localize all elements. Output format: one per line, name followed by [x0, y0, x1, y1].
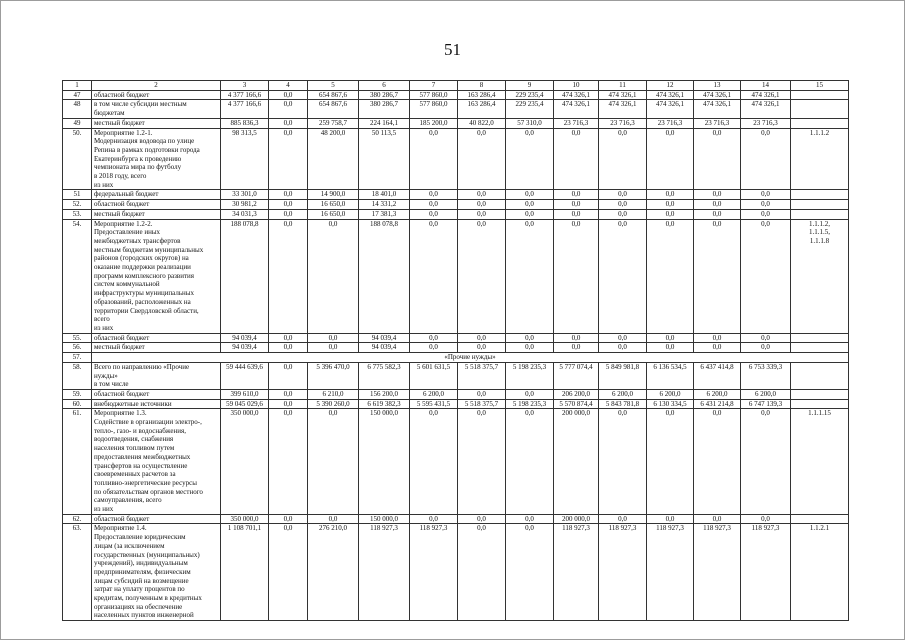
- value-cell: 150 000,0: [359, 409, 410, 514]
- value-cell: 0,0: [308, 514, 359, 524]
- row-number-cell: 61.: [63, 409, 92, 514]
- description-cell: областной бюджет: [92, 90, 221, 100]
- value-cell: 0,0: [694, 200, 741, 210]
- value-cell: 0,0: [410, 333, 458, 343]
- value-cell: 0,0: [647, 514, 694, 524]
- value-cell: 118 927,3: [554, 524, 599, 621]
- note-cell: [791, 190, 849, 200]
- value-cell: 5 390 260,0: [308, 399, 359, 409]
- value-cell: 40 822,0: [458, 118, 506, 128]
- value-cell: 350 000,0: [221, 514, 269, 524]
- value-cell: 94 039,4: [359, 333, 410, 343]
- description-cell: областной бюджет: [92, 200, 221, 210]
- value-cell: 0,0: [506, 209, 554, 219]
- value-cell: 0,0: [269, 118, 308, 128]
- value-cell: 399 610,0: [221, 389, 269, 399]
- value-cell: 276 210,0: [308, 524, 359, 621]
- note-cell: 1.1.1.2: [791, 128, 849, 190]
- table-row: [63, 399, 849, 409]
- note-cell: [791, 399, 849, 409]
- value-cell: 0,0: [741, 209, 791, 219]
- value-cell: 0,0: [554, 190, 599, 200]
- note-cell: [791, 333, 849, 343]
- value-cell: 380 286,7: [359, 100, 410, 118]
- value-cell: 224 164,1: [359, 118, 410, 128]
- value-cell: 0,0: [506, 409, 554, 514]
- row-number-cell: 56.: [63, 343, 92, 353]
- value-cell: 0,0: [647, 128, 694, 190]
- value-cell: 118 927,3: [647, 524, 694, 621]
- value-cell: 0,0: [269, 399, 308, 409]
- value-cell: 23 716,3: [554, 118, 599, 128]
- value-cell: 0,0: [410, 409, 458, 514]
- value-cell: 30 981,2: [221, 200, 269, 210]
- row-number-cell: 52.: [63, 200, 92, 210]
- value-cell: 474 326,1: [554, 90, 599, 100]
- value-cell: 0,0: [269, 362, 308, 389]
- note-cell: 1.1.2.1: [791, 524, 849, 621]
- value-cell: 0,0: [647, 409, 694, 514]
- row-number-cell: 62.: [63, 514, 92, 524]
- value-cell: 0,0: [506, 524, 554, 621]
- value-cell: 0,0: [458, 333, 506, 343]
- value-cell: 0,0: [506, 128, 554, 190]
- value-cell: 5 843 781,8: [599, 399, 647, 409]
- value-cell: 0,0: [269, 524, 308, 621]
- value-cell: 577 860,0: [410, 100, 458, 118]
- value-cell: 6 200,0: [599, 389, 647, 399]
- value-cell: 0,0: [694, 409, 741, 514]
- value-cell: 5 777 074,4: [554, 362, 599, 389]
- value-cell: 0,0: [554, 343, 599, 353]
- table-body: [63, 90, 849, 620]
- column-number-header: 6: [359, 81, 410, 91]
- value-cell: 6 200,0: [741, 389, 791, 399]
- value-cell: 0,0: [506, 389, 554, 399]
- note-cell: [791, 343, 849, 353]
- table-row: [63, 333, 849, 343]
- value-cell: 5 518 375,7: [458, 362, 506, 389]
- value-cell: 0,0: [694, 190, 741, 200]
- note-cell: [791, 200, 849, 210]
- value-cell: 118 927,3: [410, 524, 458, 621]
- value-cell: 6 619 382,3: [359, 399, 410, 409]
- table-row: [63, 90, 849, 100]
- value-cell: 0,0: [458, 190, 506, 200]
- value-cell: 4 377 166,6: [221, 90, 269, 100]
- row-number-cell: 59.: [63, 389, 92, 399]
- value-cell: 0,0: [554, 333, 599, 343]
- table-row: [63, 409, 849, 514]
- page-number: 51: [444, 40, 461, 59]
- value-cell: 50 113,5: [359, 128, 410, 190]
- description-cell: Мероприятие 1.4. Предоставление юридическим лицам (за исключением государственных (муниципальных) учреждений), индивидуальным предпринимателям, физическим лицам субсидий на возмещение затрат на уплату процентов по кредитам, полученным в кредитных организациях на обеспечение населенных пунктов инженерной: [92, 524, 221, 621]
- value-cell: 0,0: [458, 409, 506, 514]
- value-cell: 474 326,1: [694, 90, 741, 100]
- value-cell: 23 716,3: [694, 118, 741, 128]
- value-cell: 0,0: [458, 128, 506, 190]
- value-cell: 185 200,0: [410, 118, 458, 128]
- value-cell: 0,0: [308, 409, 359, 514]
- value-cell: 885 836,3: [221, 118, 269, 128]
- value-cell: 0,0: [506, 200, 554, 210]
- row-number-cell: 63.: [63, 524, 92, 621]
- value-cell: 474 326,1: [694, 100, 741, 118]
- value-cell: 0,0: [741, 514, 791, 524]
- value-cell: 654 867,6: [308, 100, 359, 118]
- value-cell: 0,0: [506, 343, 554, 353]
- value-cell: 0,0: [506, 514, 554, 524]
- value-cell: 0,0: [269, 128, 308, 190]
- value-cell: 200 000,0: [554, 409, 599, 514]
- value-cell: 16 650,0: [308, 209, 359, 219]
- value-cell: 0,0: [506, 219, 554, 333]
- row-number-cell: 58.: [63, 362, 92, 389]
- value-cell: 14 331,2: [359, 200, 410, 210]
- value-cell: 59 045 029,6: [221, 399, 269, 409]
- value-cell: 0,0: [694, 219, 741, 333]
- column-number-header: 7: [410, 81, 458, 91]
- value-cell: 0,0: [269, 389, 308, 399]
- value-cell: 0,0: [741, 190, 791, 200]
- value-cell: 0,0: [410, 209, 458, 219]
- table-row: [63, 190, 849, 200]
- value-cell: 0,0: [458, 209, 506, 219]
- value-cell: 0,0: [647, 190, 694, 200]
- value-cell: 6 210,0: [308, 389, 359, 399]
- value-cell: 48 200,0: [308, 128, 359, 190]
- value-cell: 94 039,4: [221, 333, 269, 343]
- value-cell: 0,0: [458, 200, 506, 210]
- value-cell: 156 200,0: [359, 389, 410, 399]
- value-cell: 0,0: [269, 209, 308, 219]
- row-number-cell: 60.: [63, 399, 92, 409]
- value-cell: 0,0: [694, 333, 741, 343]
- description-cell: местный бюджет: [92, 343, 221, 353]
- section-title-cell: «Прочие нужды»: [92, 353, 849, 363]
- column-number-header: 15: [791, 81, 849, 91]
- value-cell: 0,0: [694, 128, 741, 190]
- value-cell: 0,0: [647, 333, 694, 343]
- value-cell: 6 431 214,8: [694, 399, 741, 409]
- column-number-header: 12: [647, 81, 694, 91]
- value-cell: 0,0: [308, 343, 359, 353]
- value-cell: 0,0: [647, 343, 694, 353]
- value-cell: 577 860,0: [410, 90, 458, 100]
- row-number-cell: 49: [63, 118, 92, 128]
- value-cell: 94 039,4: [221, 343, 269, 353]
- description-cell: федеральный бюджет: [92, 190, 221, 200]
- column-number-header: 2: [92, 81, 221, 91]
- value-cell: 5 595 431,5: [410, 399, 458, 409]
- value-cell: 654 867,6: [308, 90, 359, 100]
- table-row: [63, 200, 849, 210]
- value-cell: 5 198 235,3: [506, 362, 554, 389]
- value-cell: 0,0: [410, 200, 458, 210]
- value-cell: 57 310,0: [506, 118, 554, 128]
- value-cell: 200 000,0: [554, 514, 599, 524]
- note-cell: [791, 389, 849, 399]
- value-cell: 0,0: [554, 219, 599, 333]
- column-number-header: 4: [269, 81, 308, 91]
- column-number-header: 14: [741, 81, 791, 91]
- description-cell: областной бюджет: [92, 514, 221, 524]
- value-cell: 0,0: [694, 343, 741, 353]
- note-cell: [791, 100, 849, 118]
- value-cell: 0,0: [410, 190, 458, 200]
- row-number-cell: 55.: [63, 333, 92, 343]
- row-number-cell: 51: [63, 190, 92, 200]
- table-header: [63, 81, 849, 91]
- value-cell: 5 570 874,4: [554, 399, 599, 409]
- value-cell: 0,0: [741, 128, 791, 190]
- table-row: [63, 362, 849, 389]
- value-cell: 0,0: [506, 333, 554, 343]
- value-cell: 0,0: [741, 200, 791, 210]
- row-number-cell: 48: [63, 100, 92, 118]
- value-cell: 0,0: [269, 333, 308, 343]
- value-cell: 150 000,0: [359, 514, 410, 524]
- value-cell: 0,0: [269, 409, 308, 514]
- value-cell: 17 381,3: [359, 209, 410, 219]
- value-cell: 0,0: [410, 343, 458, 353]
- value-cell: 0,0: [741, 409, 791, 514]
- table-row: [63, 118, 849, 128]
- value-cell: 0,0: [599, 514, 647, 524]
- table-row: [63, 389, 849, 399]
- value-cell: 474 326,1: [647, 90, 694, 100]
- value-cell: 0,0: [269, 100, 308, 118]
- row-number-cell: 47: [63, 90, 92, 100]
- value-cell: 4 377 166,6: [221, 100, 269, 118]
- value-cell: 1 108 701,1: [221, 524, 269, 621]
- value-cell: 0,0: [694, 514, 741, 524]
- column-number-header: 9: [506, 81, 554, 91]
- value-cell: 0,0: [599, 333, 647, 343]
- table-row: [63, 524, 849, 621]
- value-cell: 0,0: [599, 200, 647, 210]
- value-cell: 118 927,3: [599, 524, 647, 621]
- value-cell: 23 716,3: [741, 118, 791, 128]
- note-cell: [791, 90, 849, 100]
- value-cell: 0,0: [269, 90, 308, 100]
- value-cell: 0,0: [741, 333, 791, 343]
- row-number-cell: 53.: [63, 209, 92, 219]
- value-cell: 94 039,4: [359, 343, 410, 353]
- value-cell: 0,0: [647, 200, 694, 210]
- value-cell: 118 927,3: [741, 524, 791, 621]
- value-cell: 0,0: [647, 219, 694, 333]
- value-cell: 0,0: [269, 190, 308, 200]
- value-cell: 23 716,3: [599, 118, 647, 128]
- table-row: [63, 343, 849, 353]
- table-header-row: [63, 81, 849, 91]
- value-cell: 474 326,1: [741, 100, 791, 118]
- value-cell: 6 747 139,3: [741, 399, 791, 409]
- value-cell: 259 758,7: [308, 118, 359, 128]
- value-cell: 0,0: [458, 343, 506, 353]
- value-cell: 0,0: [599, 343, 647, 353]
- value-cell: 0,0: [599, 409, 647, 514]
- value-cell: 474 326,1: [554, 100, 599, 118]
- value-cell: 474 326,1: [647, 100, 694, 118]
- table-row: [63, 100, 849, 118]
- value-cell: 6 753 339,3: [741, 362, 791, 389]
- column-number-header: 13: [694, 81, 741, 91]
- value-cell: 0,0: [410, 128, 458, 190]
- value-cell: 0,0: [741, 219, 791, 333]
- description-cell: местный бюджет: [92, 118, 221, 128]
- value-cell: 0,0: [599, 190, 647, 200]
- value-cell: 6 200,0: [694, 389, 741, 399]
- value-cell: 229 235,4: [506, 90, 554, 100]
- value-cell: 16 650,0: [308, 200, 359, 210]
- value-cell: 0,0: [410, 514, 458, 524]
- value-cell: 33 301,0: [221, 190, 269, 200]
- value-cell: 0,0: [694, 209, 741, 219]
- note-cell: [791, 514, 849, 524]
- column-number-header: 5: [308, 81, 359, 91]
- value-cell: 380 286,7: [359, 90, 410, 100]
- value-cell: 5 849 981,8: [599, 362, 647, 389]
- value-cell: 0,0: [647, 209, 694, 219]
- column-number-header: 11: [599, 81, 647, 91]
- value-cell: 229 235,4: [506, 100, 554, 118]
- value-cell: 0,0: [410, 219, 458, 333]
- table-row: [63, 128, 849, 190]
- value-cell: 0,0: [506, 190, 554, 200]
- value-cell: 0,0: [741, 343, 791, 353]
- value-cell: 0,0: [554, 209, 599, 219]
- row-number-cell: 50.: [63, 128, 92, 190]
- value-cell: 118 927,3: [694, 524, 741, 621]
- value-cell: 0,0: [599, 219, 647, 333]
- value-cell: 0,0: [269, 343, 308, 353]
- note-cell: [791, 209, 849, 219]
- section-row: [63, 353, 849, 363]
- note-cell: [791, 118, 849, 128]
- table-row: [63, 209, 849, 219]
- value-cell: 0,0: [308, 219, 359, 333]
- value-cell: 6 200,0: [410, 389, 458, 399]
- value-cell: 474 326,1: [599, 100, 647, 118]
- value-cell: 0,0: [458, 389, 506, 399]
- description-cell: в том числе субсидии местным бюджетам: [92, 100, 221, 118]
- value-cell: 59 444 639,6: [221, 362, 269, 389]
- value-cell: 0,0: [599, 209, 647, 219]
- value-cell: 0,0: [458, 514, 506, 524]
- budget-table: [62, 80, 849, 621]
- value-cell: 98 313,5: [221, 128, 269, 190]
- value-cell: 350 000,0: [221, 409, 269, 514]
- value-cell: 0,0: [269, 219, 308, 333]
- value-cell: 0,0: [599, 128, 647, 190]
- value-cell: 188 078,8: [359, 219, 410, 333]
- value-cell: 5 198 235,3: [506, 399, 554, 409]
- value-cell: 0,0: [308, 333, 359, 343]
- value-cell: 18 401,0: [359, 190, 410, 200]
- description-cell: областной бюджет: [92, 389, 221, 399]
- value-cell: 14 900,0: [308, 190, 359, 200]
- value-cell: 163 286,4: [458, 90, 506, 100]
- table-row: [63, 219, 849, 333]
- table-row: [63, 514, 849, 524]
- column-number-header: 10: [554, 81, 599, 91]
- value-cell: 206 200,0: [554, 389, 599, 399]
- column-number-header: 8: [458, 81, 506, 91]
- value-cell: 6 200,0: [647, 389, 694, 399]
- description-cell: Мероприятие 1.2-2. Предоставление иных межбюджетных трансфертов местным бюджетам муниципальных районов (городских округов) на оказание поддержки реализации программ комплексного развития систем коммунальной инфраструктуры муниципальных образований, расположенных на территории Свердловской области, всего из них: [92, 219, 221, 333]
- value-cell: 6 136 534,5: [647, 362, 694, 389]
- value-cell: 0,0: [554, 200, 599, 210]
- value-cell: 188 078,8: [221, 219, 269, 333]
- column-number-header: 1: [63, 81, 92, 91]
- value-cell: 474 326,1: [599, 90, 647, 100]
- value-cell: 0,0: [458, 524, 506, 621]
- description-cell: внебюджетные источники: [92, 399, 221, 409]
- value-cell: 6 775 582,3: [359, 362, 410, 389]
- description-cell: областной бюджет: [92, 333, 221, 343]
- value-cell: 0,0: [554, 128, 599, 190]
- value-cell: 6 130 334,5: [647, 399, 694, 409]
- row-number-cell: 57.: [63, 353, 92, 363]
- value-cell: 5 601 631,5: [410, 362, 458, 389]
- value-cell: 5 518 375,7: [458, 399, 506, 409]
- value-cell: 474 326,1: [741, 90, 791, 100]
- value-cell: 0,0: [269, 514, 308, 524]
- value-cell: 6 437 414,8: [694, 362, 741, 389]
- description-cell: Мероприятие 1.2-1. Модернизация водовода по улице Репина в рамках подготовки города Екатеринбурга к проведению чемпионата мира по футболу в 2018 году, всего из них: [92, 128, 221, 190]
- value-cell: 34 031,3: [221, 209, 269, 219]
- description-cell: местный бюджет: [92, 209, 221, 219]
- column-number-header: 3: [221, 81, 269, 91]
- value-cell: 5 396 470,0: [308, 362, 359, 389]
- value-cell: 23 716,3: [647, 118, 694, 128]
- row-number-cell: 54.: [63, 219, 92, 333]
- value-cell: 118 927,3: [359, 524, 410, 621]
- value-cell: 0,0: [458, 219, 506, 333]
- note-cell: 1.1.1.15: [791, 409, 849, 514]
- description-cell: Всего по направлению «Прочие нужды» в том числе: [92, 362, 221, 389]
- value-cell: 163 286,4: [458, 100, 506, 118]
- description-cell: Мероприятие 1.3. Содействие в организации электро-, тепло-, газо- и водоснабжения, водоотведения, снабжения населения топливом путем предоставления межбюджетных трансфертов на осуществление своевременных расчетов за топливно-энергетические ресурсы по обязательствам органов местного самоуправления, всего из них: [92, 409, 221, 514]
- note-cell: 1.1.1.2, 1.1.1.5, 1.1.1.8: [791, 219, 849, 333]
- value-cell: 0,0: [269, 200, 308, 210]
- note-cell: [791, 362, 849, 389]
